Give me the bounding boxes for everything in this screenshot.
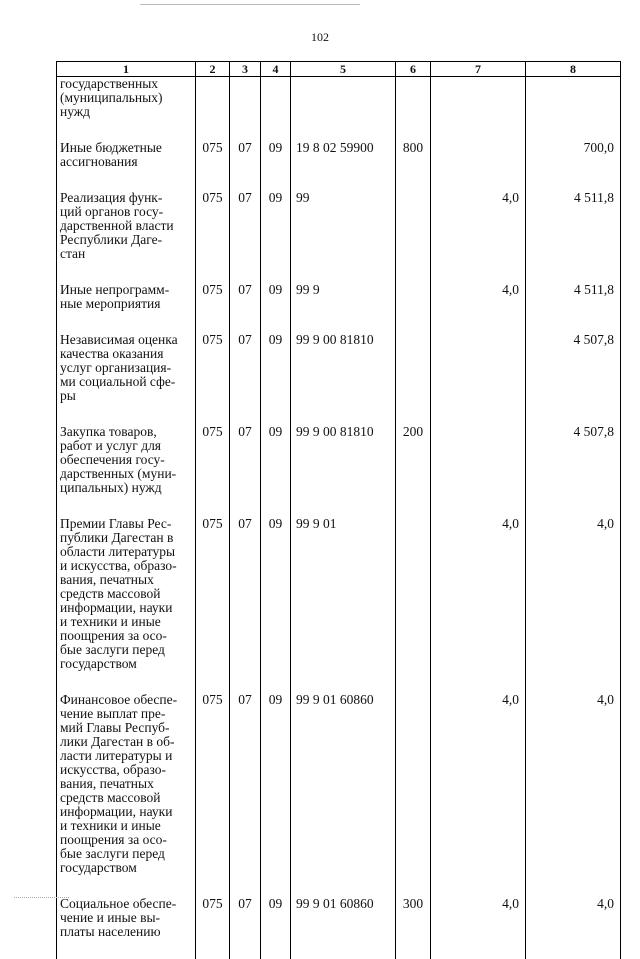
- item-name-line: работ и услуг для: [60, 439, 193, 453]
- target-code-cell: 99 9 01 60860: [291, 897, 396, 959]
- admin-code-cell: 075: [196, 141, 230, 191]
- item-name-line: чение и иные вы-: [60, 911, 193, 925]
- section-cell: 07: [230, 283, 261, 333]
- item-name-line: Социальное обеспе-: [60, 897, 193, 911]
- item-name-line: и техники и иные: [60, 615, 193, 629]
- table-row: [57, 897, 621, 959]
- section-cell: [230, 77, 261, 142]
- item-name-line: Иные бюджетные: [60, 141, 193, 155]
- target-code-cell: 99: [291, 191, 396, 283]
- admin-code-cell: 075: [196, 283, 230, 333]
- amount-cell: 4,0: [526, 517, 621, 693]
- amount-cell: 4,0: [431, 191, 526, 283]
- item-name-line: Закупка товаров,: [60, 425, 193, 439]
- item-name-line: государственных: [60, 77, 193, 91]
- item-name-line: и техники и иные: [60, 819, 193, 833]
- item-name-cell: [57, 425, 196, 517]
- amount-cell: [431, 425, 526, 517]
- target-code-cell: 19 8 02 59900: [291, 141, 396, 191]
- amount-cell: [526, 77, 621, 142]
- target-code-cell: 99 9 01: [291, 517, 396, 693]
- amount-cell: 4 511,8: [526, 283, 621, 333]
- item-name-cell: [57, 77, 196, 142]
- table-body: [57, 77, 621, 959]
- admin-code-cell: 075: [196, 191, 230, 283]
- admin-code-cell: 075: [196, 517, 230, 693]
- amount-cell: 4,0: [431, 283, 526, 333]
- item-name-line: ные мероприятия: [60, 297, 193, 311]
- column-header: 1: [57, 62, 196, 77]
- subsection-cell: 09: [261, 897, 291, 959]
- item-name-line: Независимая оценка: [60, 333, 193, 347]
- table-row: [57, 77, 621, 142]
- item-name-line: дарственных (муни-: [60, 467, 193, 481]
- expense-type-cell: 200: [396, 425, 431, 517]
- section-cell: 07: [230, 517, 261, 693]
- section-cell: 07: [230, 141, 261, 191]
- column-header: 8: [526, 62, 621, 77]
- target-code-cell: 99 9 01 60860: [291, 693, 396, 897]
- item-name-line: ласти литературы и: [60, 749, 193, 763]
- amount-cell: [431, 333, 526, 425]
- table-row: [57, 517, 621, 693]
- item-name-line: платы населению: [60, 925, 193, 939]
- item-name-line: средств массовой: [60, 587, 193, 601]
- subsection-cell: 09: [261, 191, 291, 283]
- item-name-line: информации, науки: [60, 601, 193, 615]
- amount-cell: 4 507,8: [526, 333, 621, 425]
- section-cell: 07: [230, 693, 261, 897]
- column-header: 3: [230, 62, 261, 77]
- expense-type-cell: [396, 693, 431, 897]
- table-row: [57, 425, 621, 517]
- item-name-line: области литературы: [60, 545, 193, 559]
- item-name-line: бые заслуги перед: [60, 643, 193, 657]
- item-name-line: услуг организация-: [60, 361, 193, 375]
- item-name-line: информации, науки: [60, 805, 193, 819]
- section-cell: 07: [230, 333, 261, 425]
- amount-cell: 4,0: [431, 517, 526, 693]
- section-cell: 07: [230, 897, 261, 959]
- item-name-line: Реализация функ-: [60, 191, 193, 205]
- column-number-row: [57, 62, 621, 77]
- item-name-line: ми социальной сфе-: [60, 375, 193, 389]
- item-name-line: ры: [60, 389, 193, 403]
- item-name-cell: [57, 191, 196, 283]
- item-name-line: государством: [60, 657, 193, 671]
- item-name-line: и искусства, образо-: [60, 559, 193, 573]
- expense-type-cell: [396, 191, 431, 283]
- item-name-line: качества оказания: [60, 347, 193, 361]
- item-name-cell: [57, 897, 196, 959]
- table-row: [57, 693, 621, 897]
- item-name-line: лики Дагестан в об-: [60, 735, 193, 749]
- column-header: 6: [396, 62, 431, 77]
- item-name-line: Иные непрограмм-: [60, 283, 193, 297]
- column-header: 2: [196, 62, 230, 77]
- item-name-line: обеспечения госу-: [60, 453, 193, 467]
- column-header: 4: [261, 62, 291, 77]
- table-row: [57, 283, 621, 333]
- item-name-line: поощрения за осо-: [60, 833, 193, 847]
- item-name-cell: [57, 283, 196, 333]
- item-name-line: (муниципальных): [60, 91, 193, 105]
- target-code-cell: 99 9: [291, 283, 396, 333]
- amount-cell: 4,0: [526, 897, 621, 959]
- item-name-line: средств массовой: [60, 791, 193, 805]
- item-name-cell: [57, 517, 196, 693]
- item-name-line: вания, печатных: [60, 777, 193, 791]
- admin-code-cell: [196, 77, 230, 142]
- item-name-line: Финансовое обеспе-: [60, 693, 193, 707]
- item-name-line: Республики Даге-: [60, 233, 193, 247]
- subsection-cell: [261, 77, 291, 142]
- item-name-line: мий Главы Респуб-: [60, 721, 193, 735]
- item-name-line: стан: [60, 247, 193, 261]
- admin-code-cell: 075: [196, 333, 230, 425]
- admin-code-cell: 075: [196, 425, 230, 517]
- target-code-cell: 99 9 00 81810: [291, 333, 396, 425]
- admin-code-cell: 075: [196, 693, 230, 897]
- expense-type-cell: 800: [396, 141, 431, 191]
- column-header: 5: [291, 62, 396, 77]
- item-name-line: искусства, образо-: [60, 763, 193, 777]
- item-name-line: нужд: [60, 105, 193, 119]
- footer-rule: [14, 897, 69, 898]
- item-name-line: государством: [60, 861, 193, 875]
- item-name-line: ассигнования: [60, 155, 193, 169]
- item-name-line: публики Дагестан в: [60, 531, 193, 545]
- expense-type-cell: [396, 77, 431, 142]
- subsection-cell: 09: [261, 283, 291, 333]
- item-name-cell: [57, 333, 196, 425]
- table-row: [57, 141, 621, 191]
- item-name-line: бые заслуги перед: [60, 847, 193, 861]
- subsection-cell: 09: [261, 693, 291, 897]
- item-name-line: ций органов госу-: [60, 205, 193, 219]
- amount-cell: 4 507,8: [526, 425, 621, 517]
- column-header: 7: [431, 62, 526, 77]
- amount-cell: 4,0: [431, 897, 526, 959]
- amount-cell: 4,0: [431, 693, 526, 897]
- amount-cell: 700,0: [526, 141, 621, 191]
- expense-type-cell: [396, 333, 431, 425]
- table-row: [57, 191, 621, 283]
- section-cell: 07: [230, 191, 261, 283]
- amount-cell: [431, 77, 526, 142]
- item-name-line: ципальных) нужд: [60, 481, 193, 495]
- subsection-cell: 09: [261, 425, 291, 517]
- expense-type-cell: [396, 283, 431, 333]
- budget-table: [56, 61, 621, 959]
- item-name-line: поощрения за осо-: [60, 629, 193, 643]
- table-row: [57, 333, 621, 425]
- item-name-cell: [57, 693, 196, 897]
- amount-cell: 4,0: [526, 693, 621, 897]
- subsection-cell: 09: [261, 333, 291, 425]
- subsection-cell: 09: [261, 141, 291, 191]
- section-cell: 07: [230, 425, 261, 517]
- item-name-line: вания, печатных: [60, 573, 193, 587]
- top-rule: [140, 4, 360, 5]
- expense-type-cell: [396, 517, 431, 693]
- item-name-line: дарственной власти: [60, 219, 193, 233]
- subsection-cell: 09: [261, 517, 291, 693]
- item-name-line: чение выплат пре-: [60, 707, 193, 721]
- amount-cell: 4 511,8: [526, 191, 621, 283]
- item-name-line: Премии Главы Рес-: [60, 517, 193, 531]
- item-name-cell: [57, 141, 196, 191]
- page-number: 102: [0, 30, 640, 45]
- amount-cell: [431, 141, 526, 191]
- expense-type-cell: 300: [396, 897, 431, 959]
- target-code-cell: [291, 77, 396, 142]
- target-code-cell: 99 9 00 81810: [291, 425, 396, 517]
- admin-code-cell: 075: [196, 897, 230, 959]
